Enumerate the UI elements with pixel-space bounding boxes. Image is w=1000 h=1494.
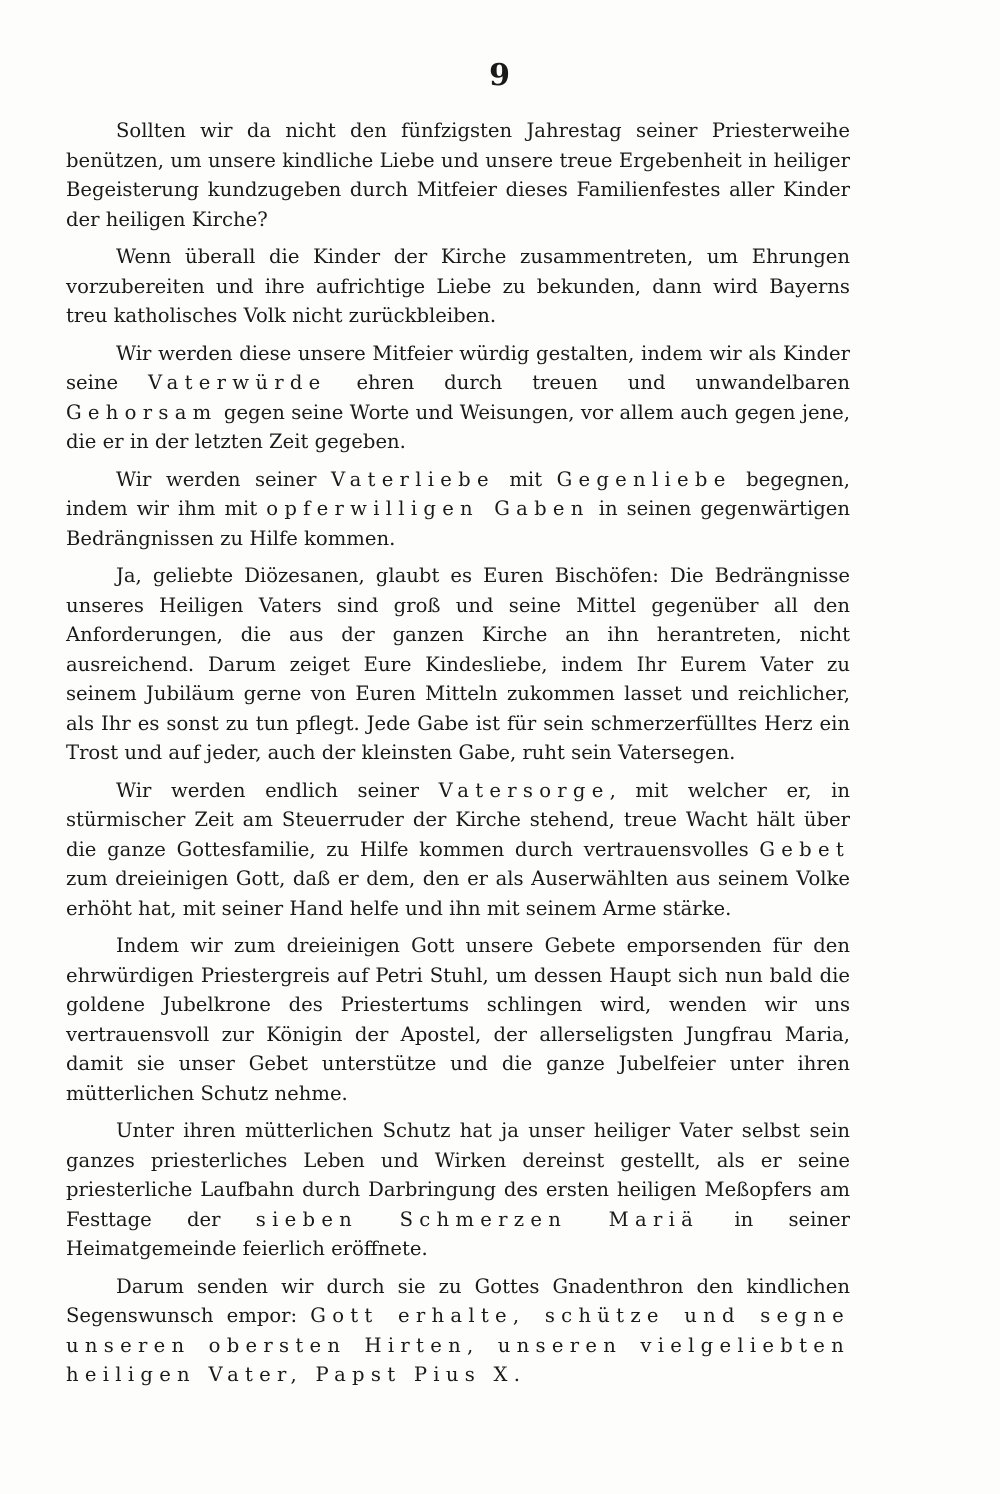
emphasized-text: Gehorsam [66, 400, 218, 424]
text-run: gegen seine Worte und Weisungen, vor allem auch gegen jene, die er in der letzten Zeit gegeben. [66, 400, 850, 453]
paragraph [66, 1272, 850, 1390]
emphasized-text: opferwilligen Gaben [266, 497, 590, 520]
paragraph [66, 116, 850, 234]
text-run: Ja, geliebte Diözesanen, glaubt es Euren Bischöfen: Die Bedrängnisse unseres Heiligen Vaters sind groß und seine Mittel gegenüber all den Anforderungen, die aus der ganzen Kirche an ihn herantreten, nicht ausreichend. Darum zeiget Eure Kindesliebe, indem Ihr Eurem Vater zu seinem Jubiläum gerne von Euren Mitteln zukommen lasset und reichlicher, als Ihr es sonst zu tun pflegt. Jede Gabe ist für sein schmerzerfülltes Herz ein Trost und auf jeder, auch der kleinsten Gabe, ruht sein Vatersegen. [66, 564, 850, 764]
text-run: zum dreieinigen Gott, daß er dem, den er als Auserwählten aus seinem Volke erhöht hat, mit seiner Hand helfe und ihn mit seinem Arme stärke. [66, 867, 850, 920]
text-run: Wenn überall die Kinder der Kirche zusammentreten, um Ehrungen vorzubereiten und ihre aufrichtige Liebe zu bekunden, dann wird Bayerns treu katholisches Volk nicht zurückbleiben. [66, 245, 850, 327]
text-run: Indem wir zum dreieinigen Gott unsere Gebete emporsenden für den ehrwürdigen Priestergreis auf Petri Stuhl, um dessen Haupt sich nun bald die goldene Jubelkrone des Priestertums schlingen wird, wenden wir uns vertrauensvoll zur Königin der Apostel, der allerseligsten Jungfrau Maria, damit sie unser Gebet unterstütze und die ganze Jubelfeier unter ihren mütterlichen Schutz nehme. [66, 934, 850, 1105]
paragraph [66, 339, 850, 457]
paragraph [66, 242, 850, 331]
paragraph [66, 465, 850, 554]
emphasized-text: Vatersorge [438, 778, 610, 802]
text-run: Unter ihren mütterlichen Schutz hat ja unser heiliger Vater selbst sein ganzes priesterliches Leben und Wirken dereinst gestellt, als er seine priesterliche Laufbahn durch Darbringung des ersten heiligen Meßopfers am Festtage der [66, 1119, 850, 1231]
paragraph [66, 776, 850, 924]
body-text [66, 116, 850, 1398]
text-run: ehren durch treuen und unwandelbaren [326, 371, 850, 394]
text-run: begegnen, indem wir ihm mit [66, 467, 850, 520]
paragraph [66, 561, 850, 768]
paragraph [66, 931, 850, 1108]
text-run: Darum senden wir durch sie zu Gottes Gnadenthron den kindlichen Segenswunsch empor: [66, 1274, 850, 1327]
paragraph [66, 1116, 850, 1264]
text-run: in seiner Heimatgemeinde feierlich eröffnete. [66, 1207, 850, 1260]
emphasized-text: Vaterwürde [148, 371, 327, 394]
text-run: in seinen gegenwärtigen Bedrängnissen zu Hilfe kommen. [66, 497, 851, 550]
text-run: , mit welcher er, in stürmischer Zeit am Steuerruder der Kirche stehend, treue Wacht hält über die ganze Gottesfamilie, zu Hilfe kommen durch vertrauensvolles [66, 778, 850, 861]
emphasized-text: Vaterliebe [330, 467, 495, 491]
emphasized-text: Gott erhalte, schütze und segne unseren obersten Hirten, unseren vielgeliebten heiligen Vater, Papst Pius X. [66, 1304, 850, 1386]
text-run: Wir werden seiner [116, 467, 331, 491]
text-run: Sollten wir da nicht den fünfzigsten Jahrestag seiner Priesterweihe benützen, um unsere kindliche Liebe und unsere treue Ergebenheit in heiliger Begeisterung kundzugeben durch Mitfeier dieses Familienfestes aller Kinder der heiligen Kirche? [66, 119, 850, 231]
text-run: Wir werden diese unsere Mitfeier würdig gestalten, indem wir als Kinder seine [66, 341, 850, 394]
emphasized-text: sieben Schmerzen Mariä [255, 1207, 700, 1231]
text-run: Wir werden endlich seiner [116, 778, 439, 802]
emphasized-text: Gegenliebe [556, 467, 732, 491]
emphasized-text: Gebet [759, 837, 850, 861]
text-run: mit [494, 467, 557, 491]
page-number: 9 [489, 58, 511, 93]
